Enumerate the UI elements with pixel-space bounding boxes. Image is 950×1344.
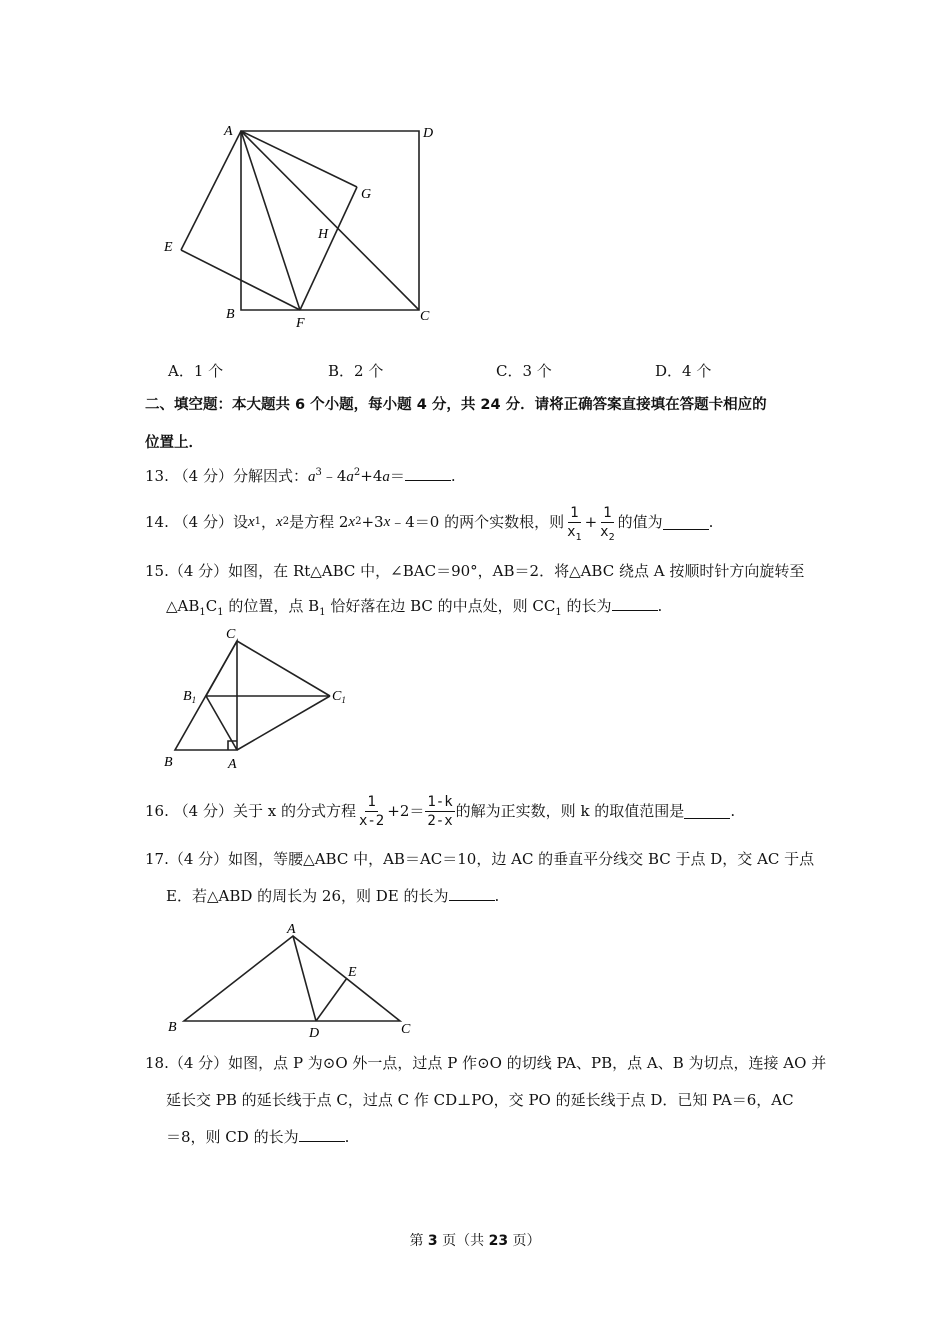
label-D: D — [423, 126, 434, 141]
label-F: F — [296, 316, 305, 331]
label-A: A — [224, 124, 233, 139]
label-B: B — [226, 307, 235, 322]
page-footer: 第 3 页（共 23 页） — [409, 1233, 541, 1249]
question-15-cont: $\triangle AB_1C_1$ 的位置，点 $B_1$ 恰好落在边 BC 的中点处，则 $CC_1$ 的长为 . — [166, 597, 663, 618]
label-B1: $B_1$ — [183, 689, 197, 705]
question-18-cont: 延长交 PB 的延长线于点 C，过点 C 作 CD⊥PO，交 PO 的延长线于点 D．已知 PA＝6，AC — [166, 1091, 794, 1109]
fraction-1-over-x-minus-2: $\frac{1}{x-2}$ — [358, 793, 385, 829]
label-B: B — [164, 755, 173, 770]
label-C: C — [420, 309, 430, 324]
section-title-cont: 位置上． — [145, 435, 203, 451]
question-14: 14. （4 分） 设 x 1 ， x 2 是方程 2 x 2 +3 x ﹣4＝0 的两个实数根，则 $\frac{1}{x_1}$ + $\frac{1}{x_2}$ 的值为 . — [145, 504, 714, 543]
figure-q17 — [160, 915, 425, 1040]
label-C: C — [401, 1022, 411, 1037]
label-E: E — [164, 240, 173, 255]
label-D: D — [309, 1026, 320, 1040]
option-a: A．1 个 — [168, 362, 224, 380]
answer-blank — [684, 804, 730, 819]
label-G: G — [361, 187, 372, 202]
question-16: 16. （4 分） 关于 x 的分式方程 $\frac{1}{x-2}$ +2＝ $\frac{1-k}{2-x}$ 的解为正实数，则 k 的取值范围是 . — [145, 793, 736, 829]
label-C1: $C_1$ — [332, 689, 346, 705]
figure-q15 — [155, 620, 355, 772]
fraction-1-over-x1: $\frac{1}{x_1}$ — [567, 504, 582, 543]
question-17: 17.（4 分）如图，等腰△ABC 中，AB＝AC＝10，边 AC 的垂直平分线交 BC 于点 D，交 AC 于点 — [145, 850, 815, 868]
question-18-cont2: ＝8，则 CD 的长为 . — [166, 1128, 350, 1146]
answer-blank — [449, 886, 495, 901]
answer-blank — [612, 596, 658, 611]
question-18: 18.（4 分）如图，点 P 为⊙O 外一点，过点 P 作⊙O 的切线 PA、PB，点 A、B 为切点，连接 AO 并 — [145, 1054, 827, 1072]
answer-blank — [663, 515, 709, 530]
label-B: B — [168, 1020, 177, 1035]
fraction-1-over-x2: $\frac{1}{x_2}$ — [600, 504, 615, 543]
label-A: A — [228, 757, 237, 772]
option-d: D．4 个 — [655, 362, 712, 380]
option-c: C．3 个 — [496, 362, 552, 380]
question-17-cont: E．若△ABD 的周长为 26，则 DE 的长为 . — [166, 887, 500, 905]
answer-blank — [405, 466, 451, 481]
label-H: H — [318, 227, 329, 242]
section-title: 二、填空题：本大题共 6 个小题，每小题 4 分，共 24 分．请将正确答案直接填在答题卡相应的 — [145, 397, 767, 413]
question-13: 13. （4 分）分解因式：$a^3﹣4a^2+4a=$ . — [145, 467, 456, 485]
option-b: B．2 个 — [328, 362, 384, 380]
answer-blank — [299, 1127, 345, 1142]
question-15: 15.（4 分）如图，在 Rt△ABC 中，∠BAC＝90°，AB＝2．将△ABC 绕点 A 按顺时针方向旋转至 — [145, 562, 805, 580]
label-C: C — [226, 627, 236, 642]
label-E: E — [348, 965, 357, 980]
fraction-1-minus-k-over-2-minus-x: $\frac{1-k}{2-x}$ — [427, 793, 453, 829]
label-A: A — [287, 922, 296, 937]
figure-q12 — [150, 115, 450, 335]
